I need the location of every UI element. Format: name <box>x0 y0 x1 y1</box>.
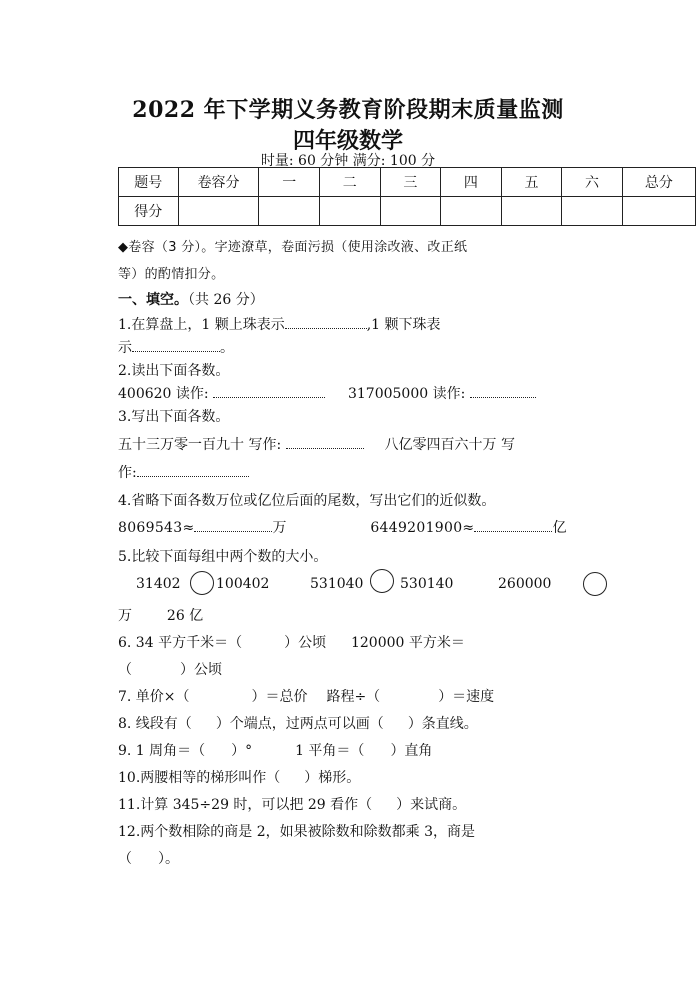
question-11 <box>118 794 466 814</box>
time-info: 时量: 60 分钟 满分: 100 分 <box>260 153 436 169</box>
q5-number: 260000 <box>498 576 552 592</box>
exam-title: 2022 年下学期义务教育阶段期末质量监测 <box>132 97 564 123</box>
score-table-header-row <box>119 168 696 197</box>
question-5: 5.比较下面每组中两个数的大小。 <box>118 549 328 565</box>
answer-blank[interactable] <box>470 385 536 398</box>
q10-text: ）梯形。 <box>304 770 361 786</box>
q9-text: 9. 1 周角＝（ <box>118 743 206 759</box>
q8-text: ）条直线。 <box>407 716 478 732</box>
score-cell[interactable] <box>259 197 320 226</box>
question-1 <box>118 314 441 334</box>
q4-number: 8069543≈ <box>118 520 195 536</box>
score-cell[interactable] <box>622 197 695 226</box>
neatness-note-line1: ◆卷容（3 分）。字迹潦草，卷面污损（使用涂改液、改正纸 <box>118 240 468 255</box>
question-5-cont <box>118 605 203 625</box>
q2-number: 400620 读作: <box>118 386 209 402</box>
question-1-cont <box>118 337 234 357</box>
question-12-cont <box>118 848 179 868</box>
question-6-cont <box>118 659 222 679</box>
q11-text: 11.计算 345÷29 时，可以把 29 看作（ <box>118 797 373 813</box>
q3-text: 作: <box>118 465 137 481</box>
score-cell[interactable] <box>501 197 562 226</box>
q6-text: 120000 平方米＝ <box>350 635 465 651</box>
exam-subtitle: 四年级数学 <box>292 128 403 154</box>
score-cell[interactable] <box>320 197 381 226</box>
question-9 <box>118 740 432 760</box>
q5-number: 531040 <box>310 576 364 592</box>
q6-text: ）公顷 <box>180 662 222 678</box>
q1-text: ,1 颗下珠表 <box>366 317 441 333</box>
answer-blank[interactable] <box>285 316 367 329</box>
header-cell: 三 <box>380 168 441 197</box>
q7-text: 7. 单价×（ <box>118 689 190 705</box>
question-8 <box>118 713 478 733</box>
q10-text: 10.两腰相等的梯形叫作（ <box>118 770 281 786</box>
question-3-cont <box>118 462 249 482</box>
question-3-items <box>118 434 515 454</box>
q12-text: （ <box>118 851 132 867</box>
score-cell[interactable] <box>441 197 502 226</box>
q8-text: 8. 线段有（ <box>118 716 192 732</box>
question-6 <box>118 632 465 652</box>
section1-heading <box>118 289 264 309</box>
question-4: 4.省略下面各数万位或亿位后面的尾数，写出它们的近似数。 <box>118 493 496 509</box>
header-cell: 总分 <box>622 168 695 197</box>
q6-text: ）公顷 <box>284 635 327 651</box>
q5-number: 31402 <box>136 576 181 592</box>
row-label: 得分 <box>119 197 179 226</box>
question-7 <box>118 686 494 706</box>
header-cell: 卷容分 <box>178 168 259 197</box>
answer-blank[interactable] <box>132 339 220 352</box>
header-cell: 一 <box>259 168 320 197</box>
q2-number: 317005000 读作: <box>347 386 466 402</box>
q3-number: 五十三万零一百九十 写作: <box>118 437 282 453</box>
q4-number: 6449201900≈ <box>370 520 475 536</box>
q3-number: 八亿零四百六十万 写 <box>384 437 515 453</box>
header-cell: 六 <box>562 168 623 197</box>
q9-text: ）° <box>231 743 253 759</box>
q9-text: ）直角 <box>390 743 433 759</box>
answer-blank[interactable] <box>286 436 364 449</box>
header-cell: 四 <box>441 168 502 197</box>
section1-points: （共 26 分） <box>188 292 264 308</box>
question-2: 2.读出下面各数。 <box>118 363 230 379</box>
header-cell: 五 <box>501 168 562 197</box>
header-cell: 题号 <box>119 168 179 197</box>
q1-text: 。 <box>220 340 234 356</box>
q4-unit: 万 <box>272 520 287 536</box>
compare-circle[interactable] <box>370 569 394 593</box>
q1-text: 示 <box>118 340 132 356</box>
question-10 <box>118 767 360 787</box>
question-3: 3.写出下面各数。 <box>118 409 230 425</box>
q8-text: ）个端点，过两点可以画（ <box>215 716 384 732</box>
score-table <box>118 167 696 226</box>
answer-blank[interactable] <box>137 464 249 477</box>
section1-title: 一、填空。 <box>118 292 188 308</box>
question-2-items <box>118 383 536 403</box>
score-cell[interactable] <box>178 197 259 226</box>
header-cell: 二 <box>320 168 381 197</box>
q7-text: 路程÷（ <box>326 689 381 705</box>
q5-number: 100402 <box>216 576 270 592</box>
question-12: 12.两个数相除的商是 2，如果被除数和除数都乘 3，商是 <box>118 824 475 840</box>
compare-circle[interactable] <box>583 572 607 596</box>
answer-blank[interactable] <box>474 519 552 532</box>
q4-unit: 亿 <box>552 520 567 536</box>
q5-unit: 万 <box>118 608 132 624</box>
q1-text: 1.在算盘上，1 颗上珠表示 <box>118 317 285 333</box>
q11-text: ）来试商。 <box>396 797 467 813</box>
neatness-note-line2: 等）的酌情扣分。 <box>118 267 225 282</box>
q6-text: （ <box>118 662 132 678</box>
q5-number: 530140 <box>400 576 454 592</box>
score-cell[interactable] <box>380 197 441 226</box>
q6-text: 6. 34 平方千米＝（ <box>118 635 243 651</box>
question-4-items <box>118 517 567 537</box>
q9-text: 1 平角＝（ <box>295 743 365 759</box>
compare-circle[interactable] <box>190 571 214 595</box>
score-cell[interactable] <box>562 197 623 226</box>
q7-text: ）＝总价 <box>251 689 308 705</box>
q7-text: ）＝速度 <box>438 689 495 705</box>
score-table-score-row <box>119 197 696 226</box>
q12-text: ）。 <box>158 851 179 867</box>
answer-blank[interactable] <box>194 519 272 532</box>
answer-blank[interactable] <box>213 385 325 398</box>
q5-number: 26 亿 <box>166 608 204 624</box>
